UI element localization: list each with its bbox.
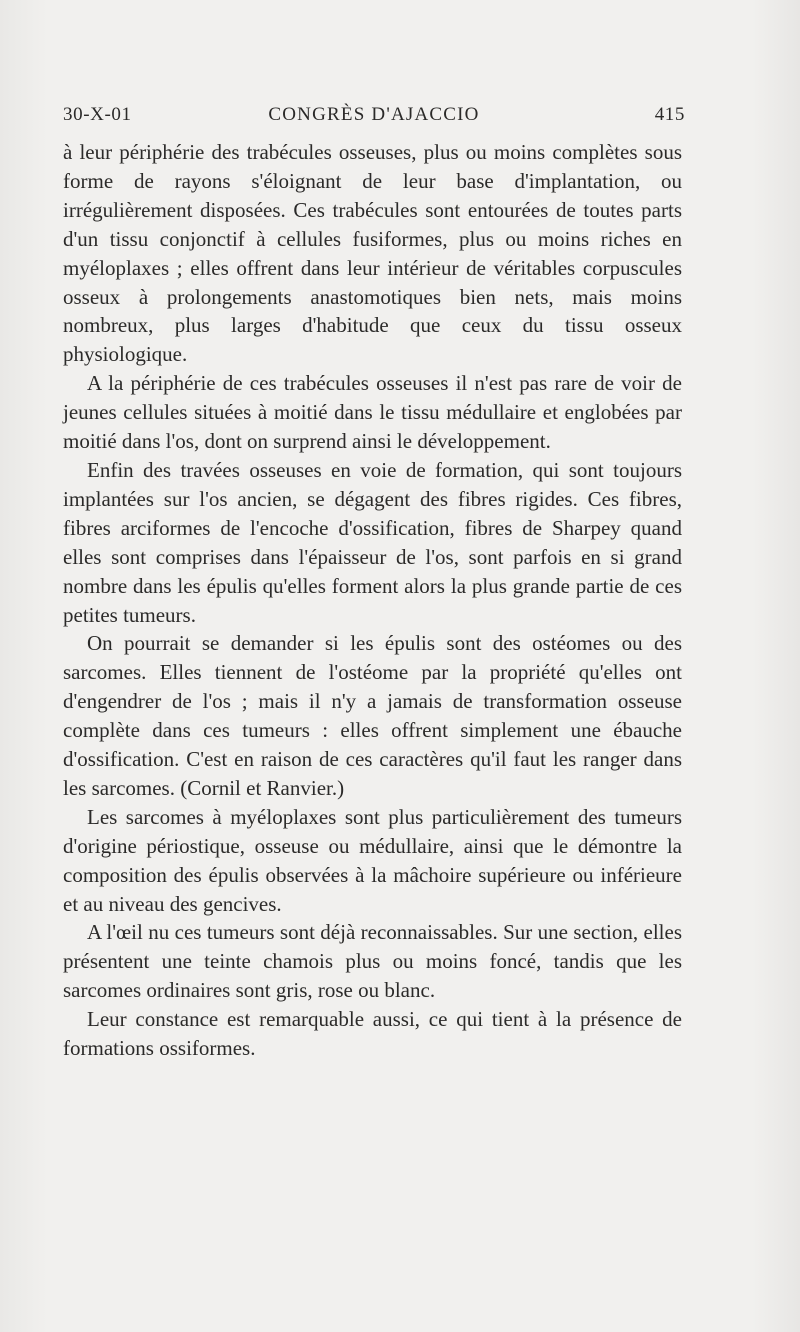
body-text	[63, 138, 682, 1063]
paragraph-3: Enfin des travées osseuses en voie de formation, qui sont toujours implantées sur l'os ancien, se dégagent des fibres rigides. Ces fibres, fibres arciformes de l'encoche d'ossification, fibres de Sharpey quand elles sont comprises dans l'épaisseur de l'os, sont parfois en si grand nombre dans les épulis qu'elles forment alors la plus grande partie de ces petites tumeurs.	[63, 457, 682, 627]
running-header	[63, 104, 685, 132]
paragraph-7: Leur constance est remarquable aussi, ce qui tient à la présence de formations ossiformes.	[63, 1007, 682, 1061]
paragraph-1: à leur périphérie des trabécules osseuses, plus ou moins complètes sous forme de rayons s'éloignant de leur base d'implantation, ou irrégulièrement disposées. Ces trabécules sont entourées de toutes parts d'un tissu conjonctif à cellules fusiformes, plus ou moins riches en myéloplaxes ; elles offrent dans leur intérieur de véritables corpuscules osseux à prolongements anastomotiques bien nets, mais moins nombreux, plus larges d'habitude que ceux du tissu osseux physiologique.	[63, 140, 682, 367]
page-number: 415	[654, 104, 685, 125]
header-title: CONGRÈS D'AJACCIO	[268, 104, 480, 125]
paragraph-6: A l'œil nu ces tumeurs sont déjà reconnaissables. Sur une section, elles présentent une teinte chamois plus ou moins foncé, tandis que les sarcomes ordinaires sont gris, rose ou blanc.	[63, 920, 682, 1003]
paragraph-4: On pourrait se demander si les épulis sont des ostéomes ou des sarcomes. Elles tiennent de l'ostéome par la propriété qu'elles ont d'engendrer de l'os ; mais il n'y a jamais de transformation osseuse complète dans ces tumeurs : elles offrent simplement une ébauche d'ossification. C'est en raison de ces caractères qu'il faut les ranger dans les sarcomes. (Cornil et Ranvier.)	[63, 631, 682, 800]
paragraph-2: A la périphérie de ces trabécules osseuses il n'est pas rare de voir de jeunes cellules situées à moitié dans le tissu médullaire et englobées par moitié dans l'os, dont on surprend ainsi le développement.	[63, 371, 682, 454]
paragraph-5: Les sarcomes à myéloplaxes sont plus particulièrement des tumeurs d'origine périostique, osseuse ou médullaire, ainsi que le démontre la composition des épulis observées à la mâchoire supérieure ou inférieure et au niveau des gencives.	[63, 804, 682, 916]
header-date: 30-X-01	[63, 104, 132, 125]
